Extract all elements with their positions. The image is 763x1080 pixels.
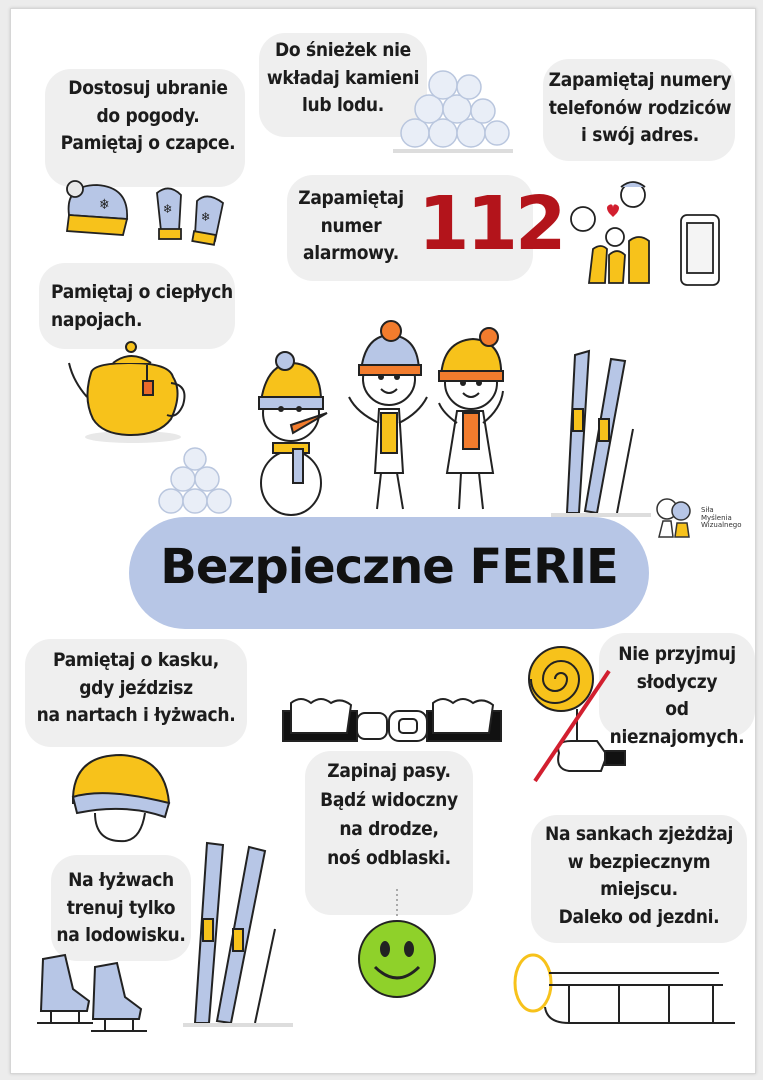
logo-icon bbox=[653, 495, 699, 539]
svg-text:❄: ❄ bbox=[99, 197, 110, 213]
hat-mittens-icon bbox=[57, 175, 237, 255]
lollipop-icon bbox=[517, 641, 627, 791]
smiley-reflector-icon bbox=[353, 889, 443, 1001]
tip-clothing: Dostosuj ubranie do pogody. Pamiętaj o czapce. bbox=[60, 77, 236, 155]
family-phone-icon bbox=[559, 173, 739, 293]
skis-icon bbox=[551, 349, 651, 519]
tip-emergency-label: Zapamiętaj numer alarmowy. bbox=[298, 187, 404, 265]
skates-icon bbox=[33, 949, 163, 1039]
snowballs-icon bbox=[393, 67, 513, 157]
tip-phone: Zapamiętaj numery telefonów rodziców i swój adres. bbox=[548, 69, 732, 147]
tip-seatbelt: Zapinaj pasy. Bądź widoczny na drodze, noś odblaski. bbox=[320, 760, 458, 869]
tip-helmet: Pamiętaj o kasku, gdy jeździsz na nartach i łyżwach. bbox=[36, 649, 236, 727]
seatbelt-icon bbox=[277, 693, 507, 763]
sled-icon bbox=[509, 943, 739, 1033]
svg-text:❄: ❄ bbox=[201, 210, 211, 224]
skis-bottom-icon bbox=[183, 839, 293, 1029]
tip-drinks: Pamiętaj o ciepłych napojach. bbox=[51, 281, 233, 331]
tip-sweets: Nie przyjmuj słodyczy od nieznajomych. bbox=[609, 643, 745, 748]
snowballs-small-icon bbox=[157, 447, 247, 517]
helmet-icon bbox=[65, 747, 175, 847]
poster bbox=[10, 8, 756, 1074]
logo-text: Siła Myślenia Wizualnego bbox=[701, 506, 742, 530]
emergency-number: 112 bbox=[418, 181, 564, 267]
poster-title: Bezpieczne FERIE bbox=[160, 539, 618, 595]
tip-sledding: Na sankach zjeżdżaj w bezpiecznym miejscu. Daleko od jezdni. bbox=[544, 823, 734, 928]
tip-snowballs: Do śnieżek nie wkładaj kamieni lub lodu. bbox=[266, 39, 420, 117]
svg-text:❄: ❄ bbox=[163, 202, 173, 216]
tip-skating: Na łyżwach trenuj tylko na lodowisku. bbox=[56, 869, 186, 947]
teapot-icon bbox=[63, 333, 193, 443]
snowman-kids-icon bbox=[231, 313, 541, 523]
